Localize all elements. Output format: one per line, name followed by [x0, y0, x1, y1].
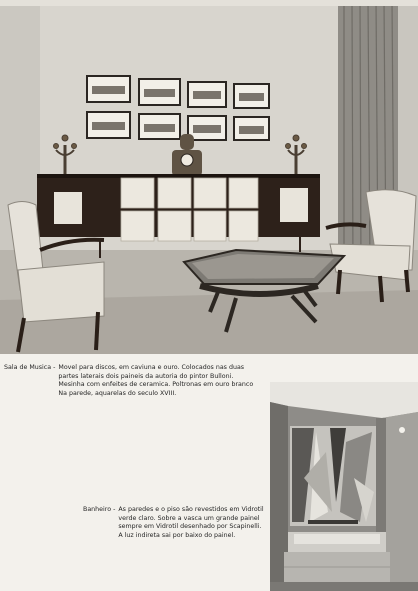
caption-line: sempre em Vidrotil desenhado por Scapinelli.	[118, 523, 262, 531]
caption-line: Na parede, aquarelas do seculo XVIII.	[58, 389, 177, 397]
caption-line: As paredes e o piso são revestidos em Vidrotil	[118, 506, 264, 513]
caption-label: Sala de Musica -	[4, 364, 56, 371]
caption-line: A luz indireta sai por baixo do painel.	[118, 531, 236, 539]
bathtub	[284, 532, 390, 582]
bathroom-photo	[270, 382, 418, 591]
music-room-caption	[4, 364, 266, 398]
bathroom-caption	[83, 506, 265, 540]
bathroom-illustration	[270, 382, 418, 591]
caption-line: partes laterais dois paineis da autoria do pintor Bulloni.	[58, 372, 234, 380]
caption-line: Mesinha com enfeites de ceramica. Poltronas em ouro branco	[58, 381, 254, 389]
mural-panel	[290, 426, 376, 526]
caption-line: verde claro. Sobre a vasca um grande painel	[118, 514, 260, 522]
caption-label: Banheiro -	[83, 506, 116, 513]
caption-line: Movel para discos, em caviuna e ouro. Colocados nas duas	[58, 364, 245, 371]
